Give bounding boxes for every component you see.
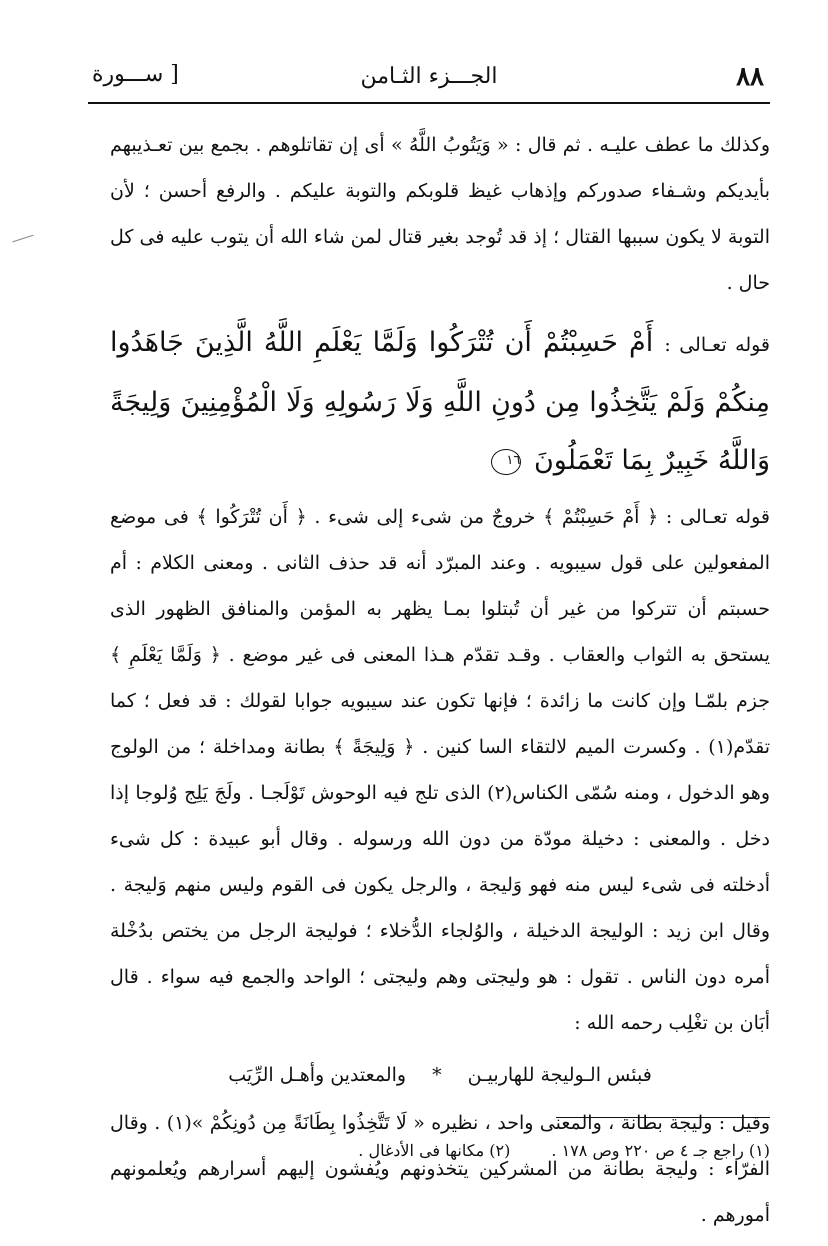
quran-verse: أَمْ حَسِبْتُمْ أَن تُتْرَكُوا وَلَمَّا يَعْلَمِ اللَّهُ الَّذِينَ جَاهَدُوا مِنكُمْ وَلَمْ يَتَّخِذُوا مِن دُونِ اللَّهِ وَلَا رَسُولِهِ وَلَا الْمُؤْمِنِينَ وَلِيجَةً وَاللَّهُ خَبِيرٌ بِمَا تَعْمَلُونَ (110, 327, 770, 476)
page-header (88, 56, 770, 102)
body-text (110, 122, 770, 1238)
page-number: ٨٨ (736, 62, 764, 92)
poem-separator: * (432, 1064, 442, 1086)
quran-verse-block (110, 314, 770, 490)
commentary-paragraph-1: وكذلك ما عطف عليـه . ثم قال : « وَيَتُوبُ اللَّهُ » أى إن تقاتلوهم . بجمع بين تعـذيبهم بأيديكم وشـفاء صدوركم وإذهاب غيظ قلوبكم والتوبة عليكم . والرفع أحسن ؛ لأن التوبة لا يكون سببها القتال ؛ إذ قد تُوجد بغير قتال لمن شاء الله أن يتوب عليه فى كل حال . (110, 134, 770, 294)
footnote-1: (١) راجع جـ ٤ ص ٢٢٠ وص ١٧٨ . (551, 1141, 770, 1160)
footnotes (110, 1136, 770, 1166)
footnote-2: (٢) مكانها فى الأدغال . (358, 1141, 511, 1160)
poem-second-hemistich: والمعتدين وأهـل الرِّيَب (228, 1064, 407, 1086)
verse-intro: قوله تعـالى : (664, 334, 771, 356)
margin-mark (12, 235, 33, 243)
surah-label: [ ســـورة (92, 62, 179, 87)
poem-first-hemistich: فبئس الـوليجة للهاربيـن (467, 1064, 652, 1086)
poem-line (110, 1050, 770, 1100)
verse-number: ١٦ (491, 449, 521, 475)
commentary-paragraph-3: وقيل : وليجة بطانة ، والمعنى واحد ، نظيره « لَا تَتَّخِذُوا بِطَانَةً مِن دُونِكُمْ »(١) . وقال الفرّاء : وليجة بطانة من المشركين يتخذونهم ويُفشون إليهم أسرارهم ويُعلمونهم أمورهم . (110, 1112, 770, 1226)
header-rule (88, 102, 770, 104)
commentary-paragraph-2: قوله تعـالى : ﴿ أَمْ حَسِبْتُمْ ﴾ خروجٌ من شىء إلى شىء . ﴿ أَن تُتْرَكُوا ﴾ فى موضع المفعولين على قول سيبويه . وعند المبرّد أنه قد حذف الثانى . ومعنى الكلام : أم حسبتم أن تتركوا من غير أن تُبتلوا بمـا يظهر به المؤمن والمنافق الظهور الذى يستحق به الثواب والعقاب . وقـد تقدّم هـذا المعنى فى غير موضع . ﴿ وَلَمَّا يَعْلَمِ ﴾ جزم بلمّـا وإن كانت ما زائدة ؛ فإنها تكون عند سيبويه جوابا لقولك : قد فعل ؛ كما تقدّم(١) . وكسرت الميم لالتقاء السا كنين . ﴿ وَلِيجَةً ﴾ بطانة ومداخلة ؛ من الولوج وهو الدخول ، ومنه سُمّى الكناس(٢) الذى تلج فيه الوحوش تَوْلَجـا . ولَجَ يَلِج وُلوجا إذا دخل . والمعنى : دخيلة مودّة من دون الله ورسوله . وقال أبو عبيدة : كل شىء أدخلته فى شىء ليس منه فهو وَليجة ، والرجل يكون فى القوم وليس منهم وَليجة . وقال ابن زيد : الوليجة الدخيلة ، والوُلجاء الدُّخلاء ؛ فوليجة الرجل من يختص بدُخْلة أمره دون الناس . تقول : هو وليجتى وهم وليجتى ؛ الواحد والجمع فيه سواء . قال أبَان بن تغْلِب رحمه الله : (110, 506, 770, 1034)
footnote-rule (556, 1117, 770, 1118)
running-title: الجـــزء الثـامن (360, 64, 498, 89)
